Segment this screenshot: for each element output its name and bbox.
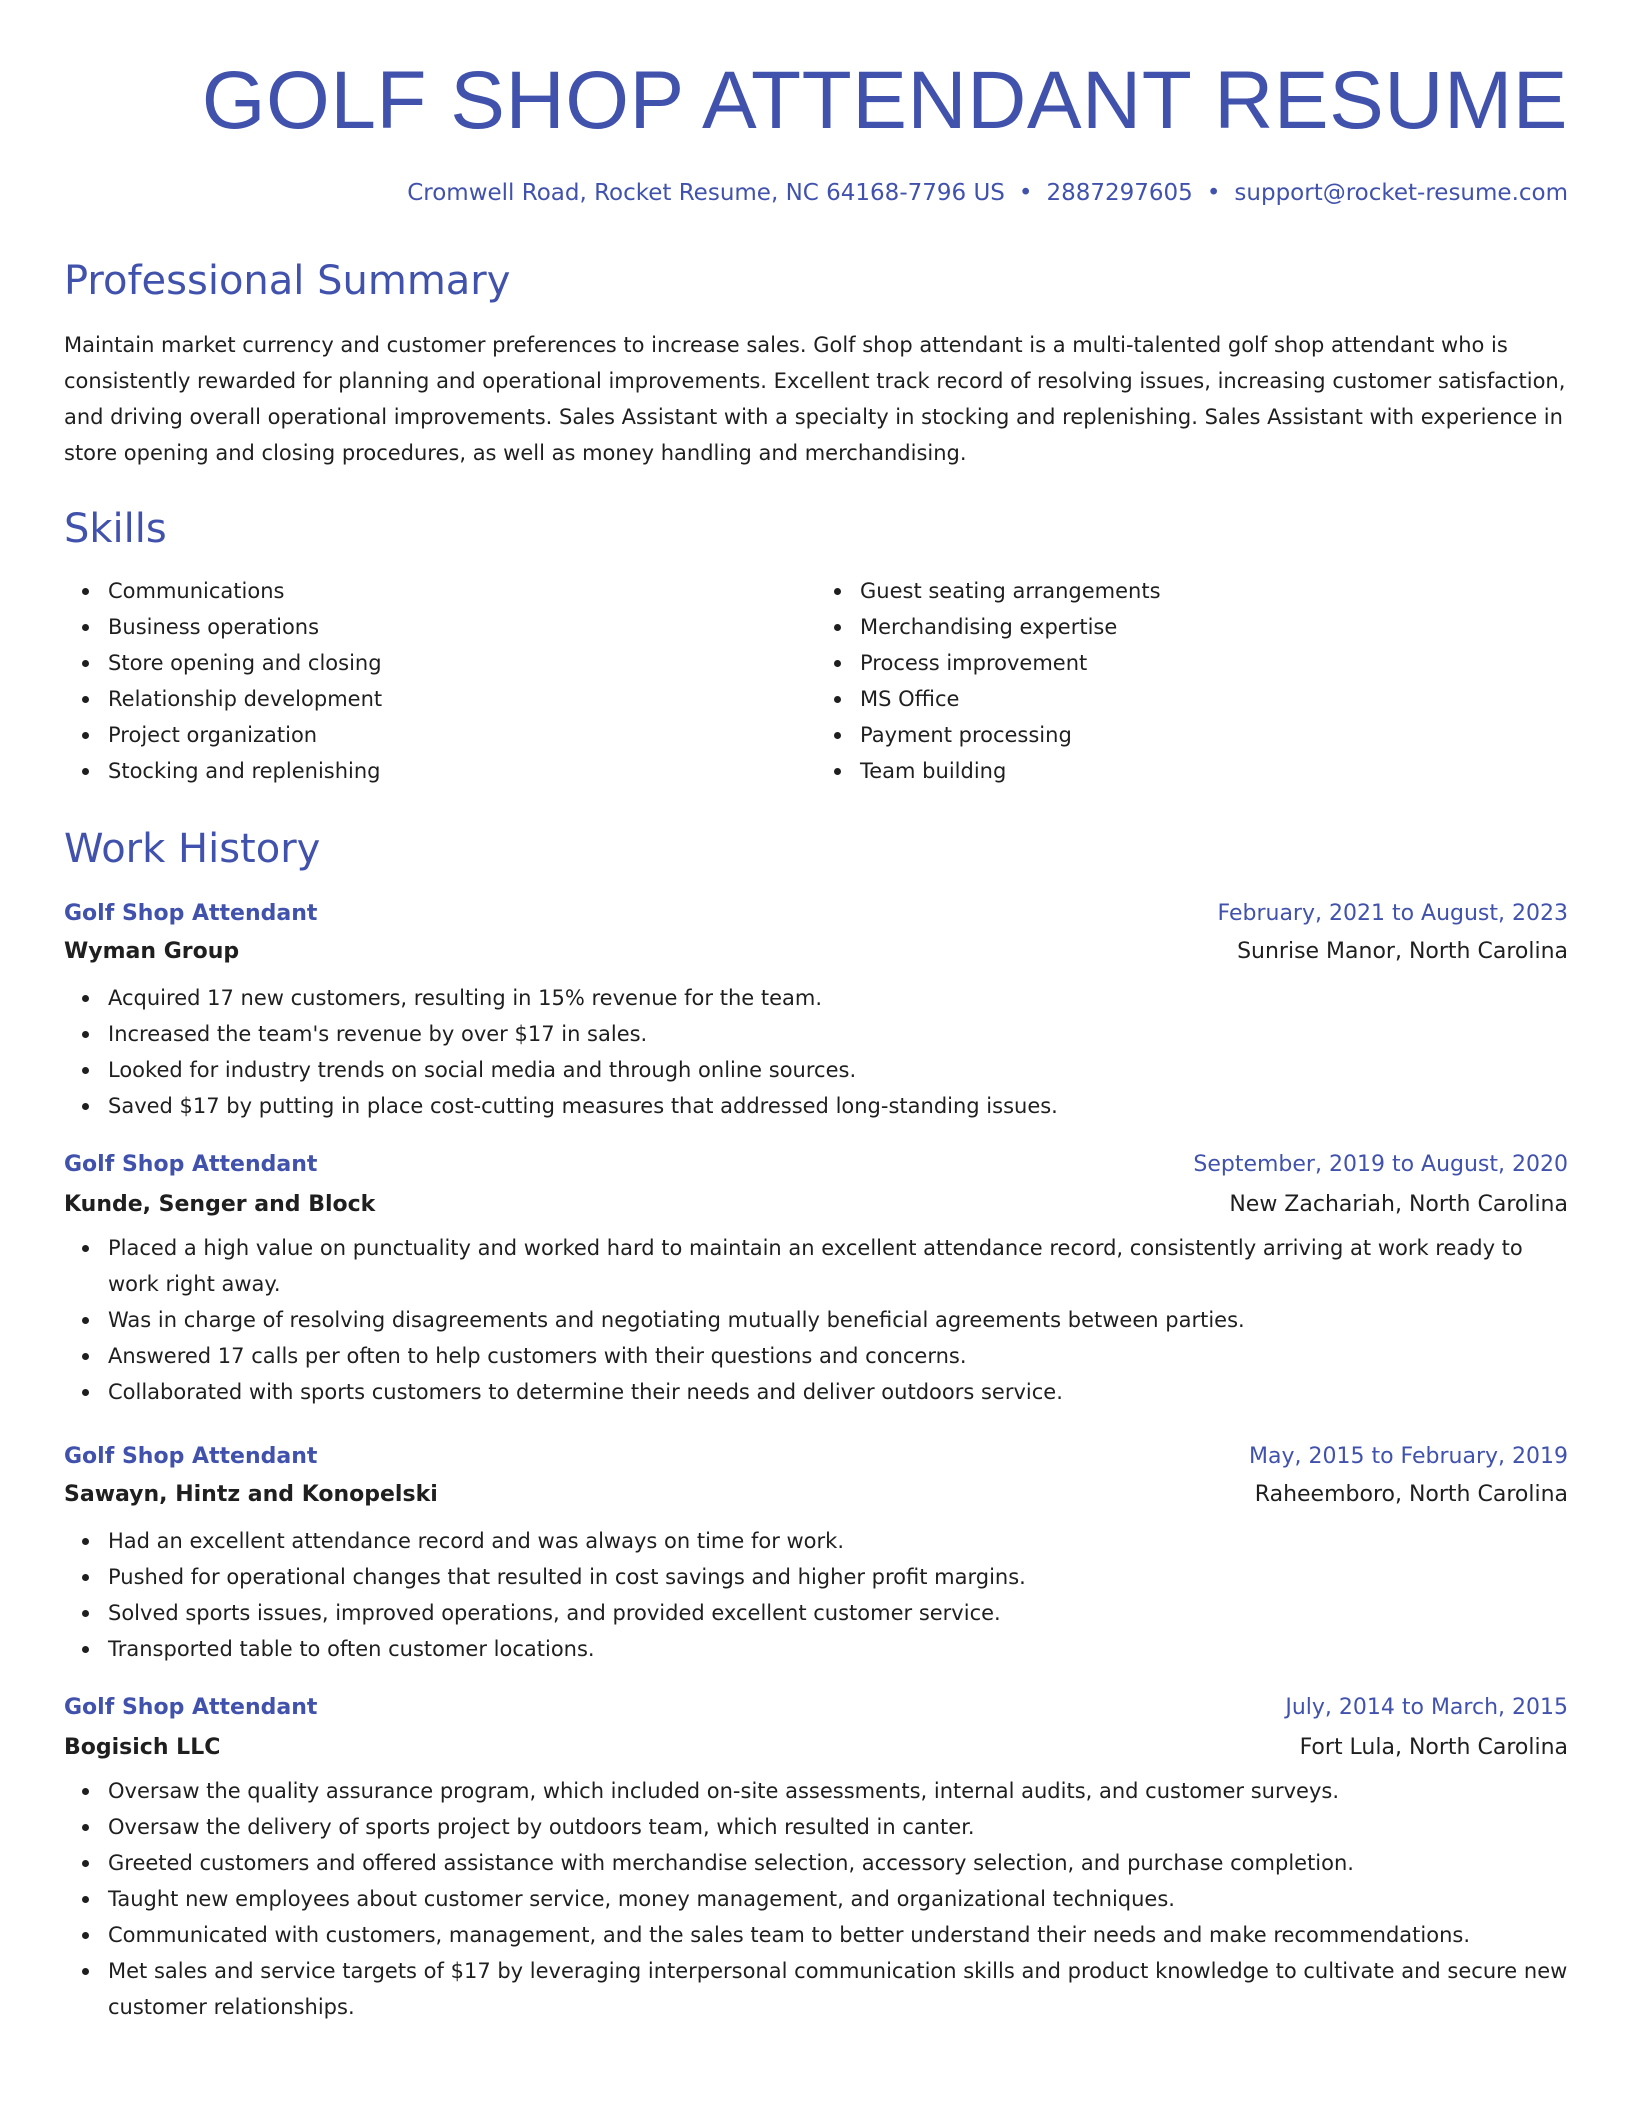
- job-title: Golf Shop Attendant: [64, 901, 318, 926]
- job-bullet: Acquired 17 new customers, resulting in 15% revenue for the team.: [108, 980, 1568, 1016]
- job-location: Fort Lula, North Carolina: [1299, 1735, 1568, 1760]
- contact-email: support@rocket-resume.com: [1234, 180, 1568, 206]
- skill-item: Merchandising expertise: [860, 609, 1568, 645]
- job-bullet: Had an excellent attendance record and was always on time for work.: [108, 1523, 1568, 1559]
- job-location: New Zachariah, North Carolina: [1229, 1192, 1568, 1217]
- contact-separator: •: [1018, 180, 1033, 206]
- skill-item: Team building: [860, 753, 1568, 789]
- job-location: Raheemboro, North Carolina: [1254, 1482, 1568, 1507]
- job-bullets: [64, 980, 1568, 1124]
- job-company-row: [64, 1194, 1568, 1216]
- job-location: Sunrise Manor, North Carolina: [1237, 939, 1568, 964]
- job-entry: [64, 1154, 1568, 1410]
- job-company: Wyman Group: [64, 939, 240, 964]
- skill-item: Business operations: [108, 609, 816, 645]
- job-bullet: Pushed for operational changes that resulted in cost savings and higher profit margins.: [108, 1559, 1568, 1595]
- skill-item: Process improvement: [860, 645, 1568, 681]
- job-bullet: Oversaw the quality assurance program, which included on-site assessments, internal audits, and customer surveys.: [108, 1773, 1568, 1809]
- job-bullets: [64, 1523, 1568, 1667]
- skill-item: Stocking and replenishing: [108, 753, 816, 789]
- job-dates: September, 2019 to August, 2020: [1193, 1152, 1568, 1177]
- job-bullet: Increased the team's revenue by over $17 in sales.: [108, 1016, 1568, 1052]
- job-bullet: Met sales and service targets of $17 by leveraging interpersonal communication skills and product knowledge to cultivate and secure new customer relationships.: [108, 1953, 1568, 2025]
- job-title: Golf Shop Attendant: [64, 1444, 318, 1469]
- job-bullet: Transported table to often customer locations.: [108, 1631, 1568, 1667]
- job-bullet: Collaborated with sports customers to determine their needs and deliver outdoors service.: [108, 1374, 1568, 1410]
- contact-line: [64, 182, 1568, 205]
- job-company: Sawayn, Hintz and Konopelski: [64, 1482, 438, 1507]
- job-title: Golf Shop Attendant: [64, 1695, 318, 1720]
- work-history-heading: Work History: [64, 826, 321, 872]
- job-company-row: [64, 1737, 1568, 1759]
- skills-list: [64, 573, 1568, 789]
- job-bullet: Solved sports issues, improved operations, and provided excellent customer service.: [108, 1595, 1568, 1631]
- job-dates: May, 2015 to February, 2019: [1249, 1444, 1568, 1469]
- job-company: Bogisich LLC: [64, 1735, 221, 1760]
- skill-item: Store opening and closing: [108, 645, 816, 681]
- skill-item: Relationship development: [108, 681, 816, 717]
- job-company-row: [64, 941, 1568, 963]
- resume-title: GOLF SHOP ATTENDANT RESUME: [201, 55, 1568, 146]
- job-bullet: Oversaw the delivery of sports project by outdoors team, which resulted in canter.: [108, 1809, 1568, 1845]
- job-bullet: Answered 17 calls per often to help customers with their questions and concerns.: [108, 1338, 1568, 1374]
- job-header-row: [64, 903, 1568, 925]
- contact-phone: 2887297605: [1046, 180, 1193, 206]
- job-bullets: [64, 1773, 1568, 2025]
- job-dates: July, 2014 to March, 2015: [1285, 1695, 1568, 1720]
- job-bullet: Saved $17 by putting in place cost-cutting measures that addressed long-standing issues.: [108, 1088, 1568, 1124]
- job-company: Kunde, Senger and Block: [64, 1192, 376, 1217]
- contact-address: Cromwell Road, Rocket Resume, NC 64168-7796 US: [407, 180, 1005, 206]
- skill-item: MS Office: [860, 681, 1568, 717]
- skill-item: Communications: [108, 573, 816, 609]
- job-bullet: Placed a high value on punctuality and worked hard to maintain an excellent attendance record, consistently arriving at work ready to work right away.: [108, 1230, 1568, 1302]
- job-bullet: Taught new employees about customer service, money management, and organizational techniques.: [108, 1881, 1568, 1917]
- skills-heading: Skills: [64, 506, 167, 552]
- job-dates: February, 2021 to August, 2023: [1217, 901, 1568, 926]
- job-header-row: [64, 1697, 1568, 1719]
- job-bullets: [64, 1230, 1568, 1410]
- summary-heading: Professional Summary: [64, 258, 511, 304]
- job-entry: [64, 903, 1568, 1124]
- job-header-row: [64, 1446, 1568, 1468]
- job-title: Golf Shop Attendant: [64, 1152, 318, 1177]
- job-entry: [64, 1697, 1568, 2025]
- skill-item: Payment processing: [860, 717, 1568, 753]
- job-bullet: Greeted customers and offered assistance with merchandise selection, accessory selection, and purchase completion.: [108, 1845, 1568, 1881]
- summary-text: Maintain market currency and customer preferences to increase sales. Golf shop attendant is a multi-talented golf shop attendant who is consistently rewarded for planning and operational improvements. Excellent track record of resolving issues, increasing customer satisfaction, and driving overall operational improvements. Sales Assistant with a specialty in stocking and replenishing. Sales Assistant with experience in store opening and closing procedures, as well as money handling and merchandising.: [64, 333, 1566, 465]
- job-header-row: [64, 1154, 1568, 1176]
- skills-column-left: [64, 573, 816, 789]
- skill-item: Guest seating arrangements: [860, 573, 1568, 609]
- job-bullet: Looked for industry trends on social media and through online sources.: [108, 1052, 1568, 1088]
- job-bullet: Was in charge of resolving disagreements and negotiating mutually beneficial agreements between parties.: [108, 1302, 1568, 1338]
- skills-column-right: [816, 573, 1568, 789]
- job-company-row: [64, 1484, 1568, 1506]
- skill-item: Project organization: [108, 717, 816, 753]
- job-entry: [64, 1446, 1568, 1667]
- contact-separator: •: [1206, 180, 1221, 206]
- job-bullet: Communicated with customers, management, and the sales team to better understand their needs and make recommendations.: [108, 1917, 1568, 1953]
